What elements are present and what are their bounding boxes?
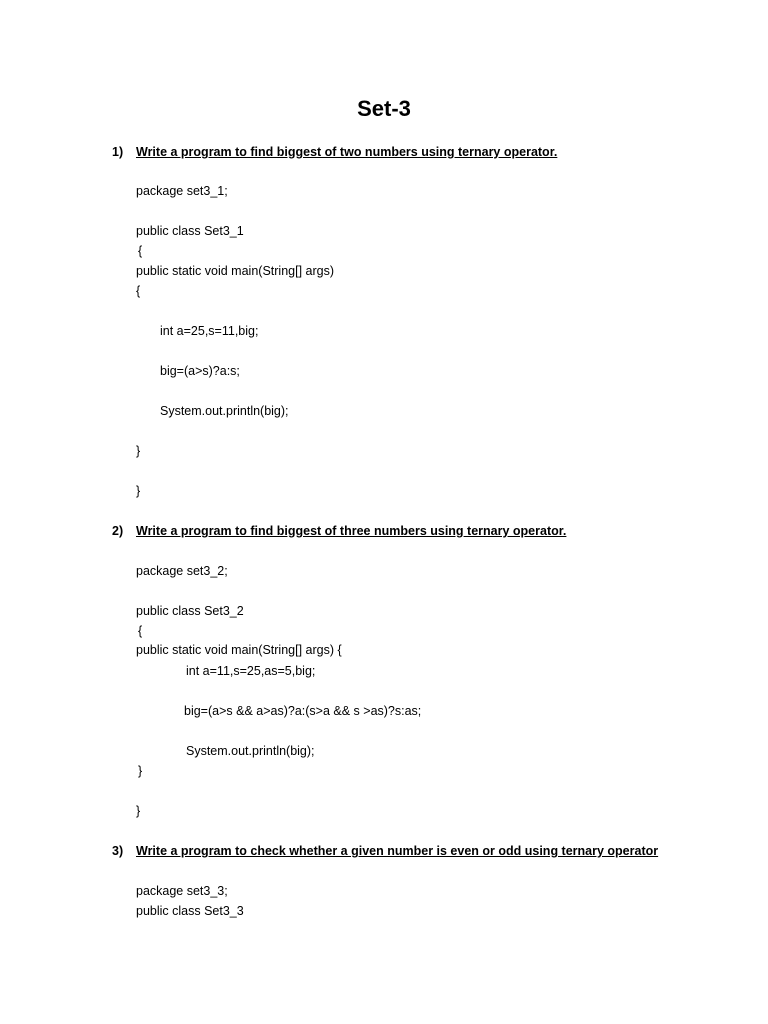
code-line: package set3_1;: [136, 184, 228, 198]
question-number: 1): [112, 145, 124, 159]
page-title: Set-3: [357, 96, 411, 121]
code-line: }: [136, 484, 141, 498]
code-line: package set3_3;: [136, 884, 228, 898]
code-line: public static void main(String[] args) {: [136, 643, 342, 657]
code-line: int a=11,s=25,as=5,big;: [186, 664, 316, 678]
code-line: {: [138, 624, 143, 638]
code-line: }: [138, 764, 143, 778]
question-text: Write a program to check whether a given number is even or odd using ternary operator: [136, 844, 659, 858]
code-line: public static void main(String[] args): [136, 264, 334, 278]
question-number: 3): [112, 844, 124, 858]
code-line: {: [138, 244, 143, 258]
question-text: Write a program to find biggest of two numbers using ternary operator.: [136, 145, 558, 159]
code-line: public class Set3_2: [136, 604, 244, 618]
code-line: public class Set3_1: [136, 224, 244, 238]
code-line: }: [136, 804, 141, 818]
code-line: package set3_2;: [136, 564, 228, 578]
question-text: Write a program to find biggest of three numbers using ternary operator.: [136, 524, 567, 538]
code-line: big=(a>s && a>as)?a:(s>a && s >as)?s:as;: [184, 704, 422, 718]
code-line: System.out.println(big);: [186, 744, 315, 758]
code-line: public class Set3_3: [136, 904, 244, 918]
question-number: 2): [112, 524, 124, 538]
code-line: System.out.println(big);: [160, 404, 289, 418]
code-line: {: [136, 284, 141, 298]
code-line: }: [136, 444, 141, 458]
code-line: big=(a>s)?a:s;: [160, 364, 240, 378]
code-line: int a=25,s=11,big;: [160, 324, 259, 338]
